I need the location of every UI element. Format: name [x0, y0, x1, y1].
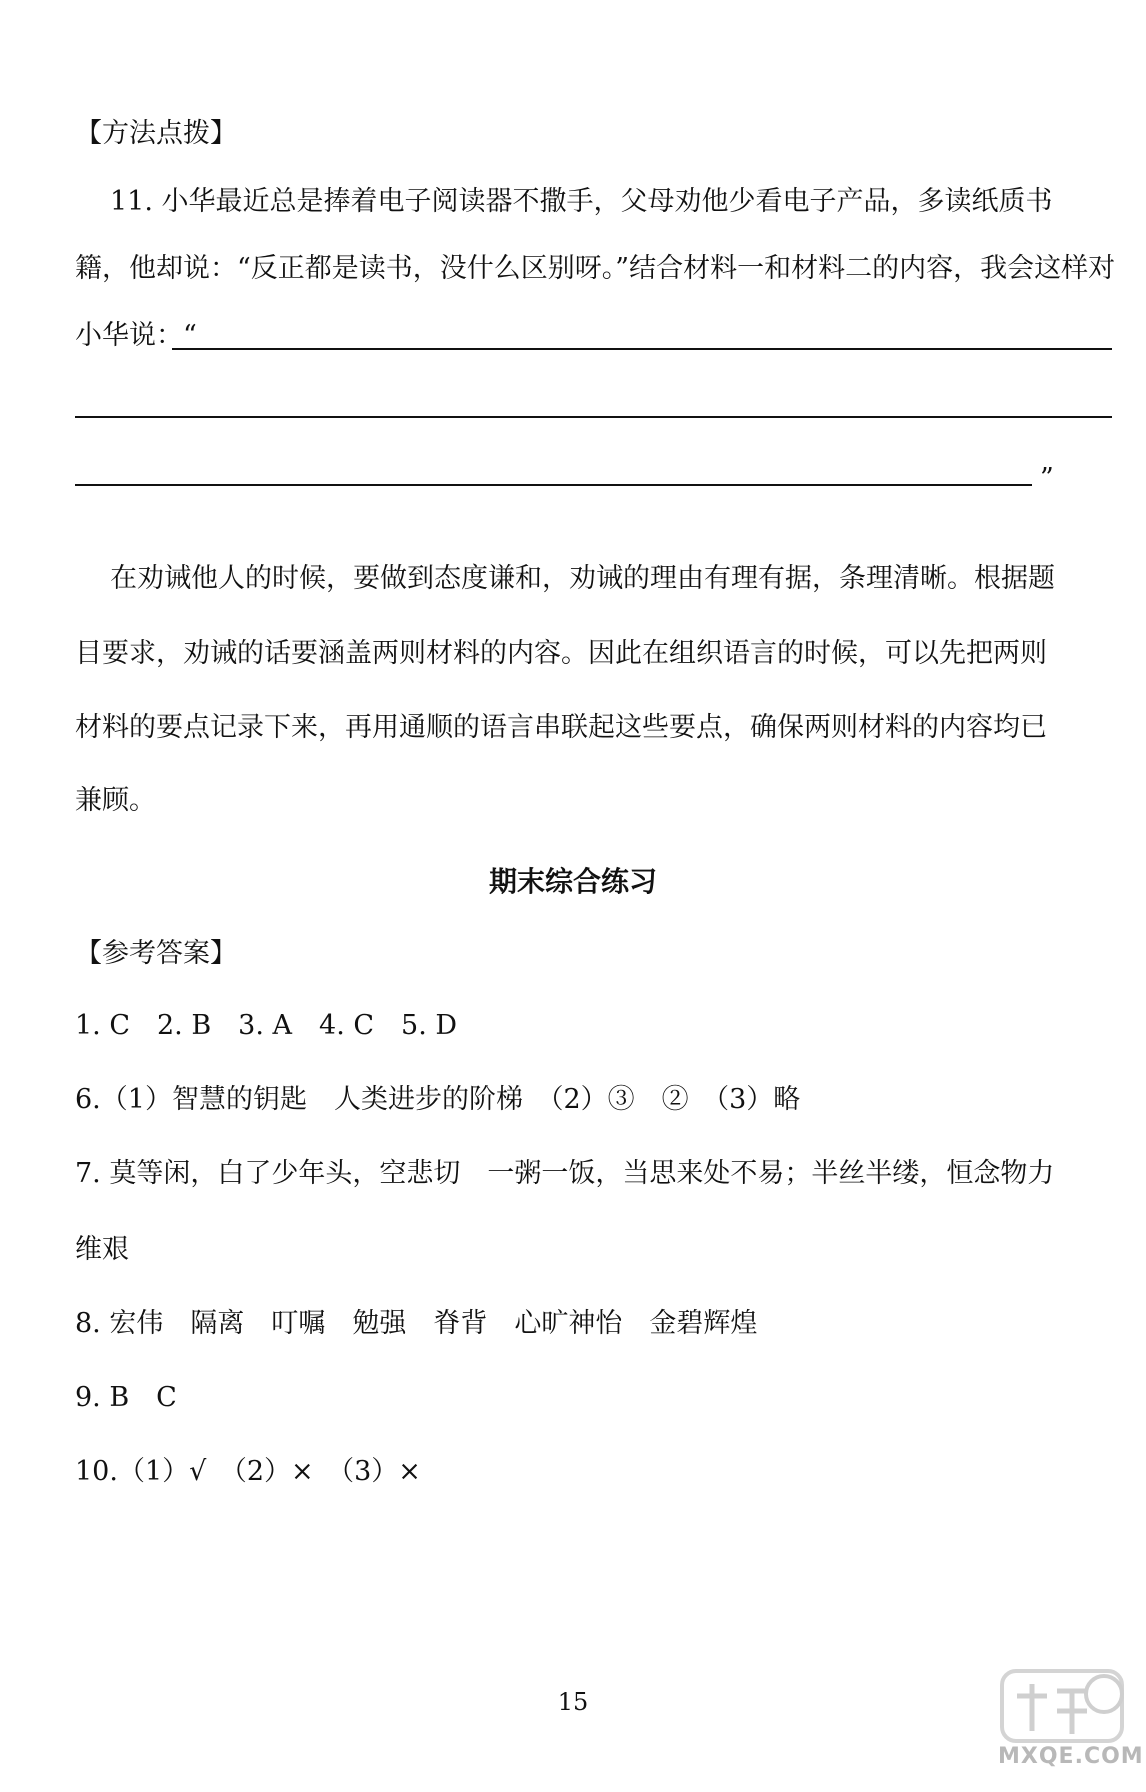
answer-blank-line-2 [75, 416, 1112, 418]
answer-1-5: 1. C 2. B 3. A 4. C 5. D [75, 1010, 458, 1041]
answer-6: 6.（1）智慧的钥匙 人类进步的阶梯 （2）③ ② （3）略 [75, 1084, 801, 1115]
question-11-line-3: 小华说：“ [75, 320, 197, 351]
answer-8: 8. 宏伟 隔离 叮嘱 勉强 脊背 心旷神怡 金碧辉煌 [75, 1308, 758, 1339]
closing-quote: ” [1040, 463, 1054, 494]
question-11-line-2: 籍，他却说：“反正都是读书，没什么区别呀。”结合材料一和材料二的内容，我会这样对 [75, 253, 1116, 284]
answer-blank-line-3 [75, 484, 1032, 486]
question-11-line-1: 11. 小华最近总是捧着电子阅读器不撒手，父母劝他少看电子产品，多读纸质书 [110, 186, 1053, 217]
method-text-line-3: 材料的要点记录下来，再用通顺的语言串联起这些要点，确保两则材料的内容均已 [75, 712, 1047, 743]
method-text-line-2: 目要求，劝诫的话要涵盖两则材料的内容。因此在组织语言的时候，可以先把两则 [75, 638, 1047, 669]
answer-7-line-1: 7. 莫等闲，白了少年头，空悲切 一粥一饭，当思来处不易；半丝半缕，恒念物力 [75, 1158, 1055, 1189]
answer-blank-line-1 [172, 348, 1112, 350]
exercise-title: 期末综合练习 [488, 865, 657, 898]
page-number: 15 [557, 1688, 589, 1716]
method-text-line-1: 在劝诫他人的时候，要做到态度谦和，劝诫的理由有理有据，条理清晰。根据题 [110, 563, 1055, 594]
answer-10: 10.（1）√ （2）× （3）× [75, 1456, 421, 1487]
method-heading: 【方法点拨】 [75, 118, 237, 149]
watermark-text: MXQE.COM [998, 1744, 1144, 1769]
answer-7-line-2: 维艰 [75, 1234, 129, 1265]
method-text-line-4: 兼顾。 [75, 785, 156, 816]
answer-9: 9. B C [75, 1382, 177, 1413]
answers-heading: 【参考答案】 [75, 938, 237, 969]
